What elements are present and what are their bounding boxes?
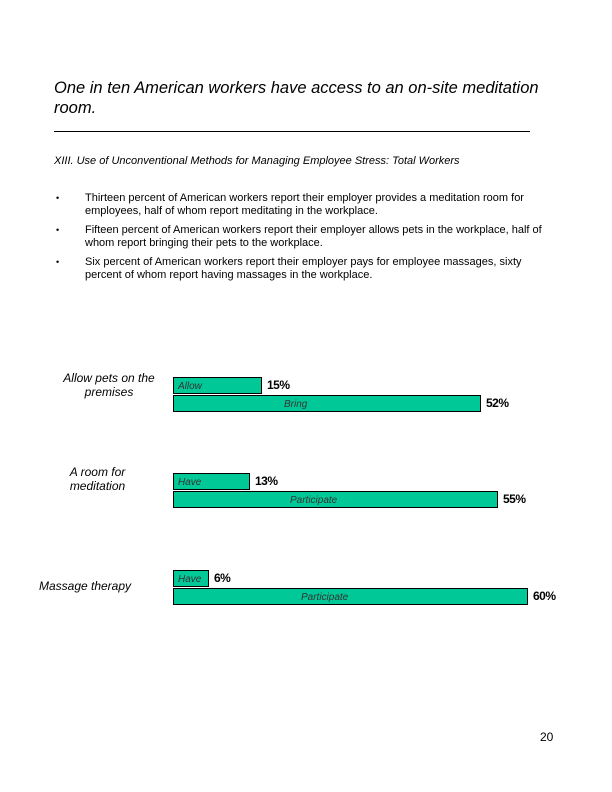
- chart-bar-series-label: Participate: [290, 495, 338, 506]
- bullet-item: [54, 256, 554, 282]
- chart-data-label: 6%: [214, 571, 231, 585]
- chart-data-label: 13%: [255, 474, 278, 488]
- bullet-text: Fifteen percent of American workers report their employer allows pets in the workplace, half of whom report bringing their pets to the workplace.: [85, 224, 542, 249]
- bullet-text: Six percent of American workers report their employer pays for employee massages, sixty percent of whom report having massages in the workplace.: [85, 256, 522, 281]
- chart-bar-series-label: Have: [178, 574, 202, 585]
- chart-category-label: Allow pets on the premises: [63, 371, 155, 399]
- chart-bar: [173, 395, 481, 412]
- bullet-icon: •: [56, 193, 60, 203]
- chart-category-label: A room for meditation: [69, 465, 126, 493]
- bullet-list: [54, 192, 554, 288]
- chart-data-label: 55%: [503, 492, 526, 506]
- bullet-text: Thirteen percent of American workers report their employer provides a meditation room for employees, half of whom report meditating in the workplace.: [85, 192, 524, 217]
- title-divider: [54, 131, 530, 132]
- chart-bar: [173, 588, 528, 605]
- chart-bar-series-label: Participate: [301, 592, 349, 603]
- chart-data-label: 52%: [486, 396, 509, 410]
- chart-category-label: Massage therapy: [38, 579, 132, 593]
- chart-data-label: 60%: [533, 589, 556, 603]
- bullet-icon: •: [56, 257, 60, 267]
- page-number: 20: [540, 730, 554, 744]
- chart-bar-series-label: Bring: [284, 399, 308, 410]
- section-subtitle: XIII. Use of Unconventional Methods for Managing Employee Stress: Total Workers: [54, 155, 460, 167]
- bullet-item: [54, 192, 554, 218]
- chart-data-label: 15%: [267, 378, 290, 392]
- bullet-icon: •: [56, 225, 60, 235]
- chart-bar-series-label: Allow: [178, 381, 202, 392]
- page-title: One in ten American workers have access to an on-site meditation room.: [54, 79, 539, 117]
- chart-bar-series-label: Have: [178, 477, 202, 488]
- bullet-item: [54, 224, 554, 250]
